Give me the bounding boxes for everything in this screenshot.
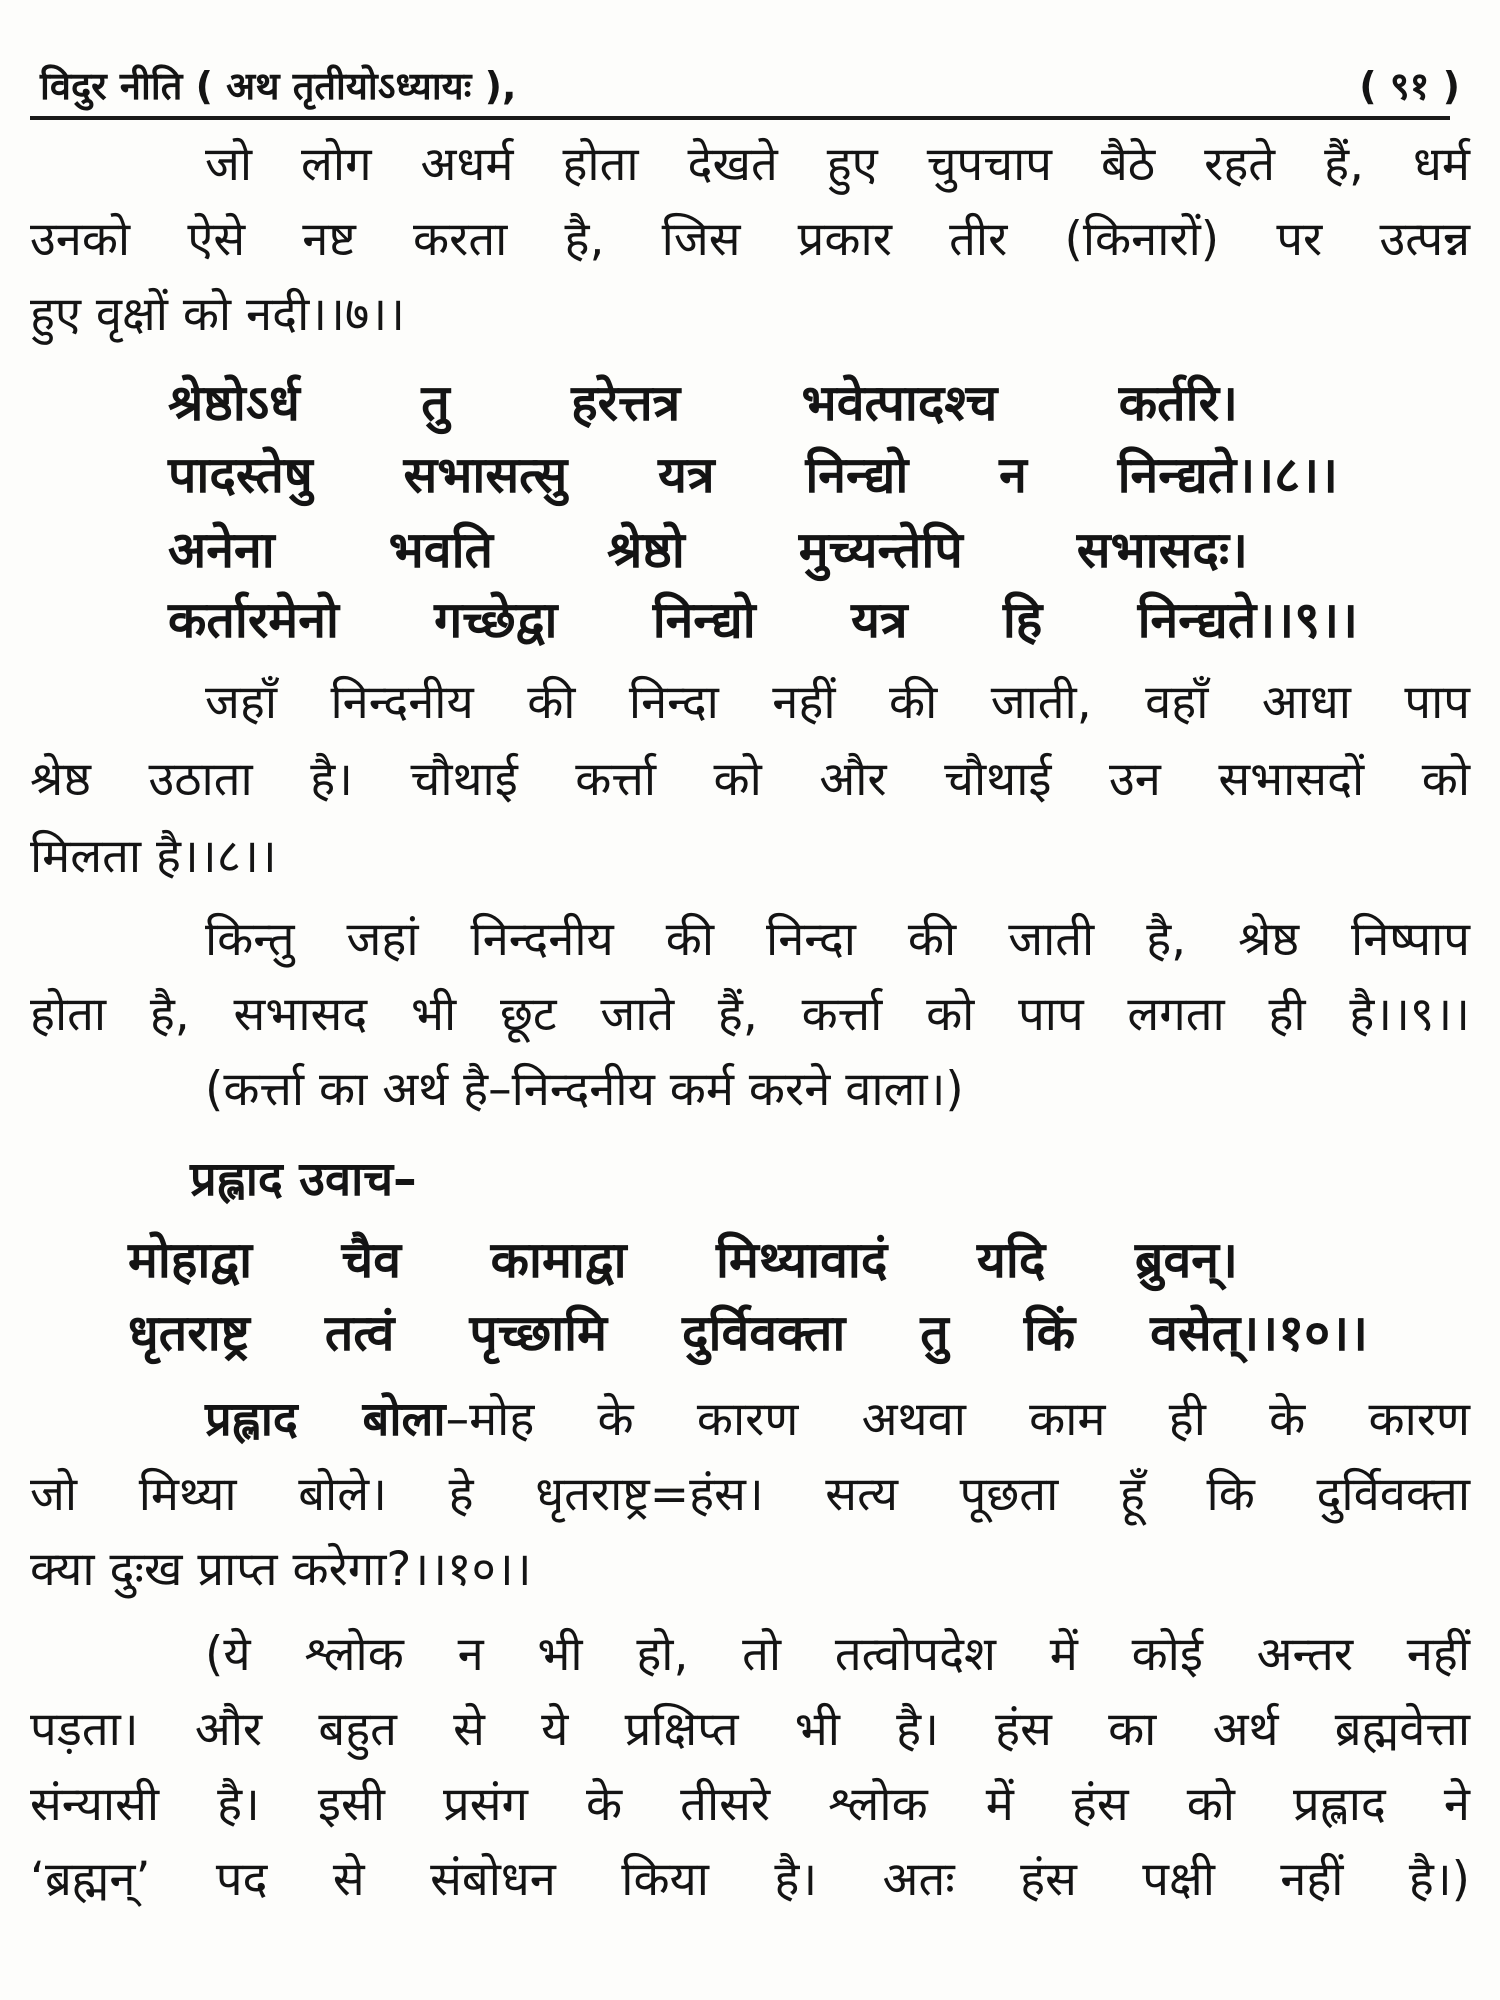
- paragraph-line: (कर्त्ता का अर्थ है–निन्दनीय कर्म करने वाला।): [205, 1062, 964, 1117]
- verse-line: पादस्तेषु सभासत्सु यत्र निन्द्यो न निन्द्यते।।८।।: [168, 446, 1338, 504]
- verse-line: अनेना भवति श्रेष्ठो मुच्यन्तेपि सभासदः।: [168, 521, 1248, 579]
- paragraph-text: –मोह के कारण अथवा काम ही के कारण: [445, 1392, 1470, 1447]
- chapter-title: विदुर नीति ( अथ तृतीयोऽध्यायः ),: [40, 64, 517, 108]
- verse-line: कर्तारमेनो गच्छेद्वा निन्द्यो यत्र हि निन्द्यते।।९।।: [168, 591, 1358, 649]
- paragraph-line: उनको ऐसे नष्ट करता है, जिस प्रकार तीर (किनारों) पर उत्पन्न: [30, 212, 1470, 267]
- verse-line: श्रेष्ठोऽर्ध तु हरेत्तत्र भवेत्पादश्च कर्तरि।: [168, 374, 1238, 432]
- verse-line: धृतराष्ट्र तत्वं पृच्छामि दुर्विवक्ता तु किं वसेत्।।१०।।: [128, 1304, 1368, 1362]
- paragraph-line: [205, 1385, 1470, 1455]
- running-header: [30, 58, 1470, 114]
- paragraph-line: ‘ब्रह्मन्’ पद से संबोधन किया है। अतः हंस पक्षी नहीं है।): [30, 1852, 1470, 1907]
- paragraph-line: संन्यासी है। इसी प्रसंग के तीसरे श्लोक में हंस को प्रह्लाद ने: [30, 1777, 1470, 1832]
- speaker-lead: प्रह्लाद बोला: [205, 1392, 446, 1447]
- page-number: ( ९१ ): [1359, 64, 1460, 108]
- paragraph-line: क्या दुःख प्राप्त करेगा?।।१०।।: [30, 1542, 532, 1597]
- paragraph-line: जहाँ निन्दनीय की निन्दा नहीं की जाती, वहाँ आधा पाप: [205, 675, 1470, 730]
- paragraph-line: होता है, सभासद भी छूट जाते हैं, कर्त्ता को पाप लगता ही है।।९।।: [30, 987, 1470, 1042]
- speaker-heading: प्रह्लाद उवाच–: [190, 1152, 417, 1207]
- paragraph-line: श्रेष्ठ उठाता है। चौथाई कर्त्ता को और चौथाई उन सभासदों को: [30, 752, 1470, 807]
- paragraph-line: मिलता है।।८।।: [30, 829, 277, 884]
- paragraph-line: जो लोग अधर्म होता देखते हुए चुपचाप बैठे रहते हैं, धर्म: [205, 137, 1470, 192]
- paragraph-line: किन्तु जहां निन्दनीय की निन्दा की जाती है, श्रेष्ठ निष्पाप: [205, 912, 1470, 967]
- paragraph-line: (ये श्लोक न भी हो, तो तत्वोपदेश में कोई अन्तर नहीं: [205, 1627, 1470, 1682]
- verse-line: मोहाद्वा चैव कामाद्वा मिथ्यावादं यदि ब्रुवन्।: [128, 1231, 1238, 1289]
- paragraph-line: जो मिथ्या बोले। हे धृतराष्ट्र=हंस। सत्य पूछता हूँ कि दुर्विवक्ता: [30, 1467, 1470, 1522]
- paragraph-line: पड़ता। और बहुत से ये प्रक्षिप्त भी है। हंस का अर्थ ब्रह्मवेत्ता: [30, 1702, 1470, 1757]
- header-rule: [30, 116, 1450, 120]
- paragraph-line: हुए वृक्षों को नदी।।७।।: [30, 287, 405, 342]
